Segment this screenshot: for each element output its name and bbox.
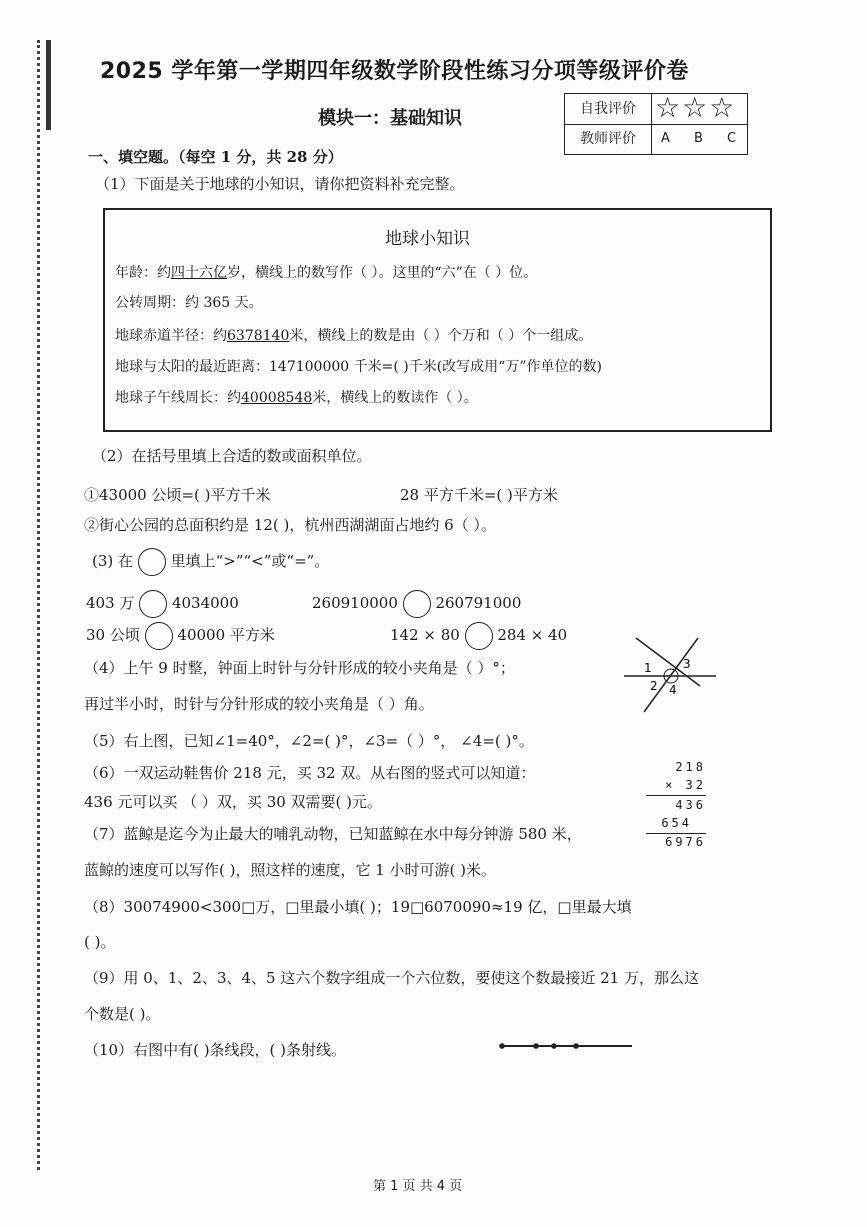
q7-line1: （7）蓝鲸是迄今为止最大的哺乳动物，已知蓝鲸在水中每分钟游 580 米， bbox=[84, 825, 582, 843]
compare-circle-blank[interactable] bbox=[403, 590, 431, 618]
q6-line2: 436 元可以买 （ ）双，买 30 双需要( )元。 bbox=[84, 793, 383, 811]
q4-line2: 再过半小时，时针与分针形成的较小夹角是（ ）角。 bbox=[84, 695, 434, 713]
meridian-line: 地球子午线周长：约40008548米，横线上的数读作（ ）。 bbox=[115, 390, 478, 406]
compare-item-3: 30 公顷 40000 平方米 bbox=[86, 622, 275, 650]
q2-item1-b: 28 平方千米=( )平方米 bbox=[400, 486, 558, 504]
page-number: 第 1 页 共 4 页 bbox=[373, 1179, 463, 1194]
earth-facts-title: 地球小知识 bbox=[385, 229, 470, 249]
q7-line2: 蓝鲸的速度可以写作( )，照这样的速度，它 1 小时可游( )米。 bbox=[84, 861, 497, 879]
q6-line1: （6）一双运动鞋售价 218 元，买 32 双。从右图的竖式可以知道： bbox=[84, 764, 536, 782]
compare-circle-blank[interactable] bbox=[145, 622, 173, 650]
angle-label-4: 4 bbox=[669, 683, 677, 697]
teacher-eval-row bbox=[565, 124, 747, 154]
calc-multiplicand: 218 bbox=[675, 760, 706, 774]
teacher-eval-label: 教师评价 bbox=[565, 124, 652, 154]
angle-label-2: 2 bbox=[650, 679, 658, 693]
evaluation-table bbox=[564, 93, 748, 155]
module-title: 模块一：基础知识 bbox=[318, 108, 462, 129]
page-title: 2025 学年第一学期四年级数学阶段性练习分项等级评价卷 bbox=[100, 59, 689, 84]
q2-item1-a: ①43000 公顷=( )平方千米 bbox=[84, 486, 271, 504]
q9-line2: 个数是( )。 bbox=[84, 1005, 161, 1023]
q5-text: （5）右上图，已知∠1=40°，∠2=( )°，∠3=（ ）°， ∠4=( )°。 bbox=[84, 732, 534, 750]
q8-line2: ( )。 bbox=[84, 933, 116, 951]
star-rating-icons[interactable]: ☆☆☆ bbox=[655, 91, 737, 124]
section-heading: 一、填空题。（每空 1 分，共 28 分） bbox=[88, 148, 343, 166]
compare-item-2: 260910000 260791000 bbox=[312, 590, 521, 618]
earth-facts-box bbox=[103, 208, 772, 432]
q8-line1: （8）30074900<300□万，□里最小填( )；19□6070090≈19 亿，□里最大填 bbox=[84, 898, 632, 916]
grade-c[interactable]: C bbox=[727, 131, 737, 146]
compare-item-1: 403 万 4034000 bbox=[86, 590, 239, 618]
orbit-period-line: 公转周期：约 365 天。 bbox=[115, 295, 263, 311]
grade-b[interactable]: B bbox=[694, 131, 703, 146]
equator-radius-line: 地球赤道半径：约6378140米，横线上的数是由（ ）个万和（ ）个一组成。 bbox=[115, 328, 593, 344]
line-segment-figure bbox=[496, 1038, 636, 1054]
binding-dotted-line bbox=[37, 40, 40, 1170]
intersecting-lines-figure bbox=[620, 634, 720, 714]
compare-circle-icon bbox=[138, 548, 166, 576]
underlined-number: 四十六亿 bbox=[171, 265, 227, 281]
q9-line1: （9）用 0、1、2、3、4、5 这六个数字组成一个六位数，要使这个数最接近 21 万，那么这 bbox=[84, 969, 699, 987]
calc-partial-1: 436 bbox=[675, 798, 706, 812]
compare-circle-blank[interactable] bbox=[139, 590, 167, 618]
self-eval-label: 自我评价 bbox=[565, 94, 652, 124]
angle-label-1: 1 bbox=[644, 661, 652, 675]
q2-stem: （2）在括号里填上合适的数或面积单位。 bbox=[92, 447, 372, 465]
angle-label-3: 3 bbox=[683, 657, 691, 671]
calc-partial-2: 654 bbox=[661, 816, 692, 830]
q3-stem: (3) 在 里填上“>”“<”或“=”。 bbox=[92, 548, 329, 576]
q2-item2: ②街心公园的总面积约是 12( )，杭州西湖湖面占地约 6（ ）。 bbox=[84, 516, 496, 534]
compare-circle-blank[interactable] bbox=[465, 622, 493, 650]
calc-product: 6976 bbox=[665, 835, 706, 849]
binding-mark bbox=[46, 40, 51, 130]
underlined-number: 6378140 bbox=[227, 328, 290, 344]
calc-multiplier: × 32 bbox=[665, 778, 706, 792]
underlined-number: 40008548 bbox=[241, 390, 313, 406]
vertical-multiplication bbox=[642, 758, 706, 850]
q1-stem: （1）下面是关于地球的小知识，请你把资料补充完整。 bbox=[95, 175, 465, 193]
sun-distance-line: 地球与太阳的最近距离：147100000 千米=( )千米(改写成用“万”作单位的数) bbox=[115, 359, 602, 375]
compare-item-4: 142 × 80 284 × 40 bbox=[390, 622, 567, 650]
earth-age-line: 年龄：约四十六亿岁，横线上的数写作（ ）。这里的“六”在（ ）位。 bbox=[115, 265, 538, 281]
q4-line1: （4）上午 9 时整，钟面上时针与分针形成的较小夹角是（ ）°； bbox=[84, 659, 515, 677]
grade-a[interactable]: A bbox=[661, 131, 670, 146]
q10-text: （10）右图中有( )条线段，( )条射线。 bbox=[84, 1041, 347, 1059]
self-eval-row bbox=[565, 91, 747, 125]
